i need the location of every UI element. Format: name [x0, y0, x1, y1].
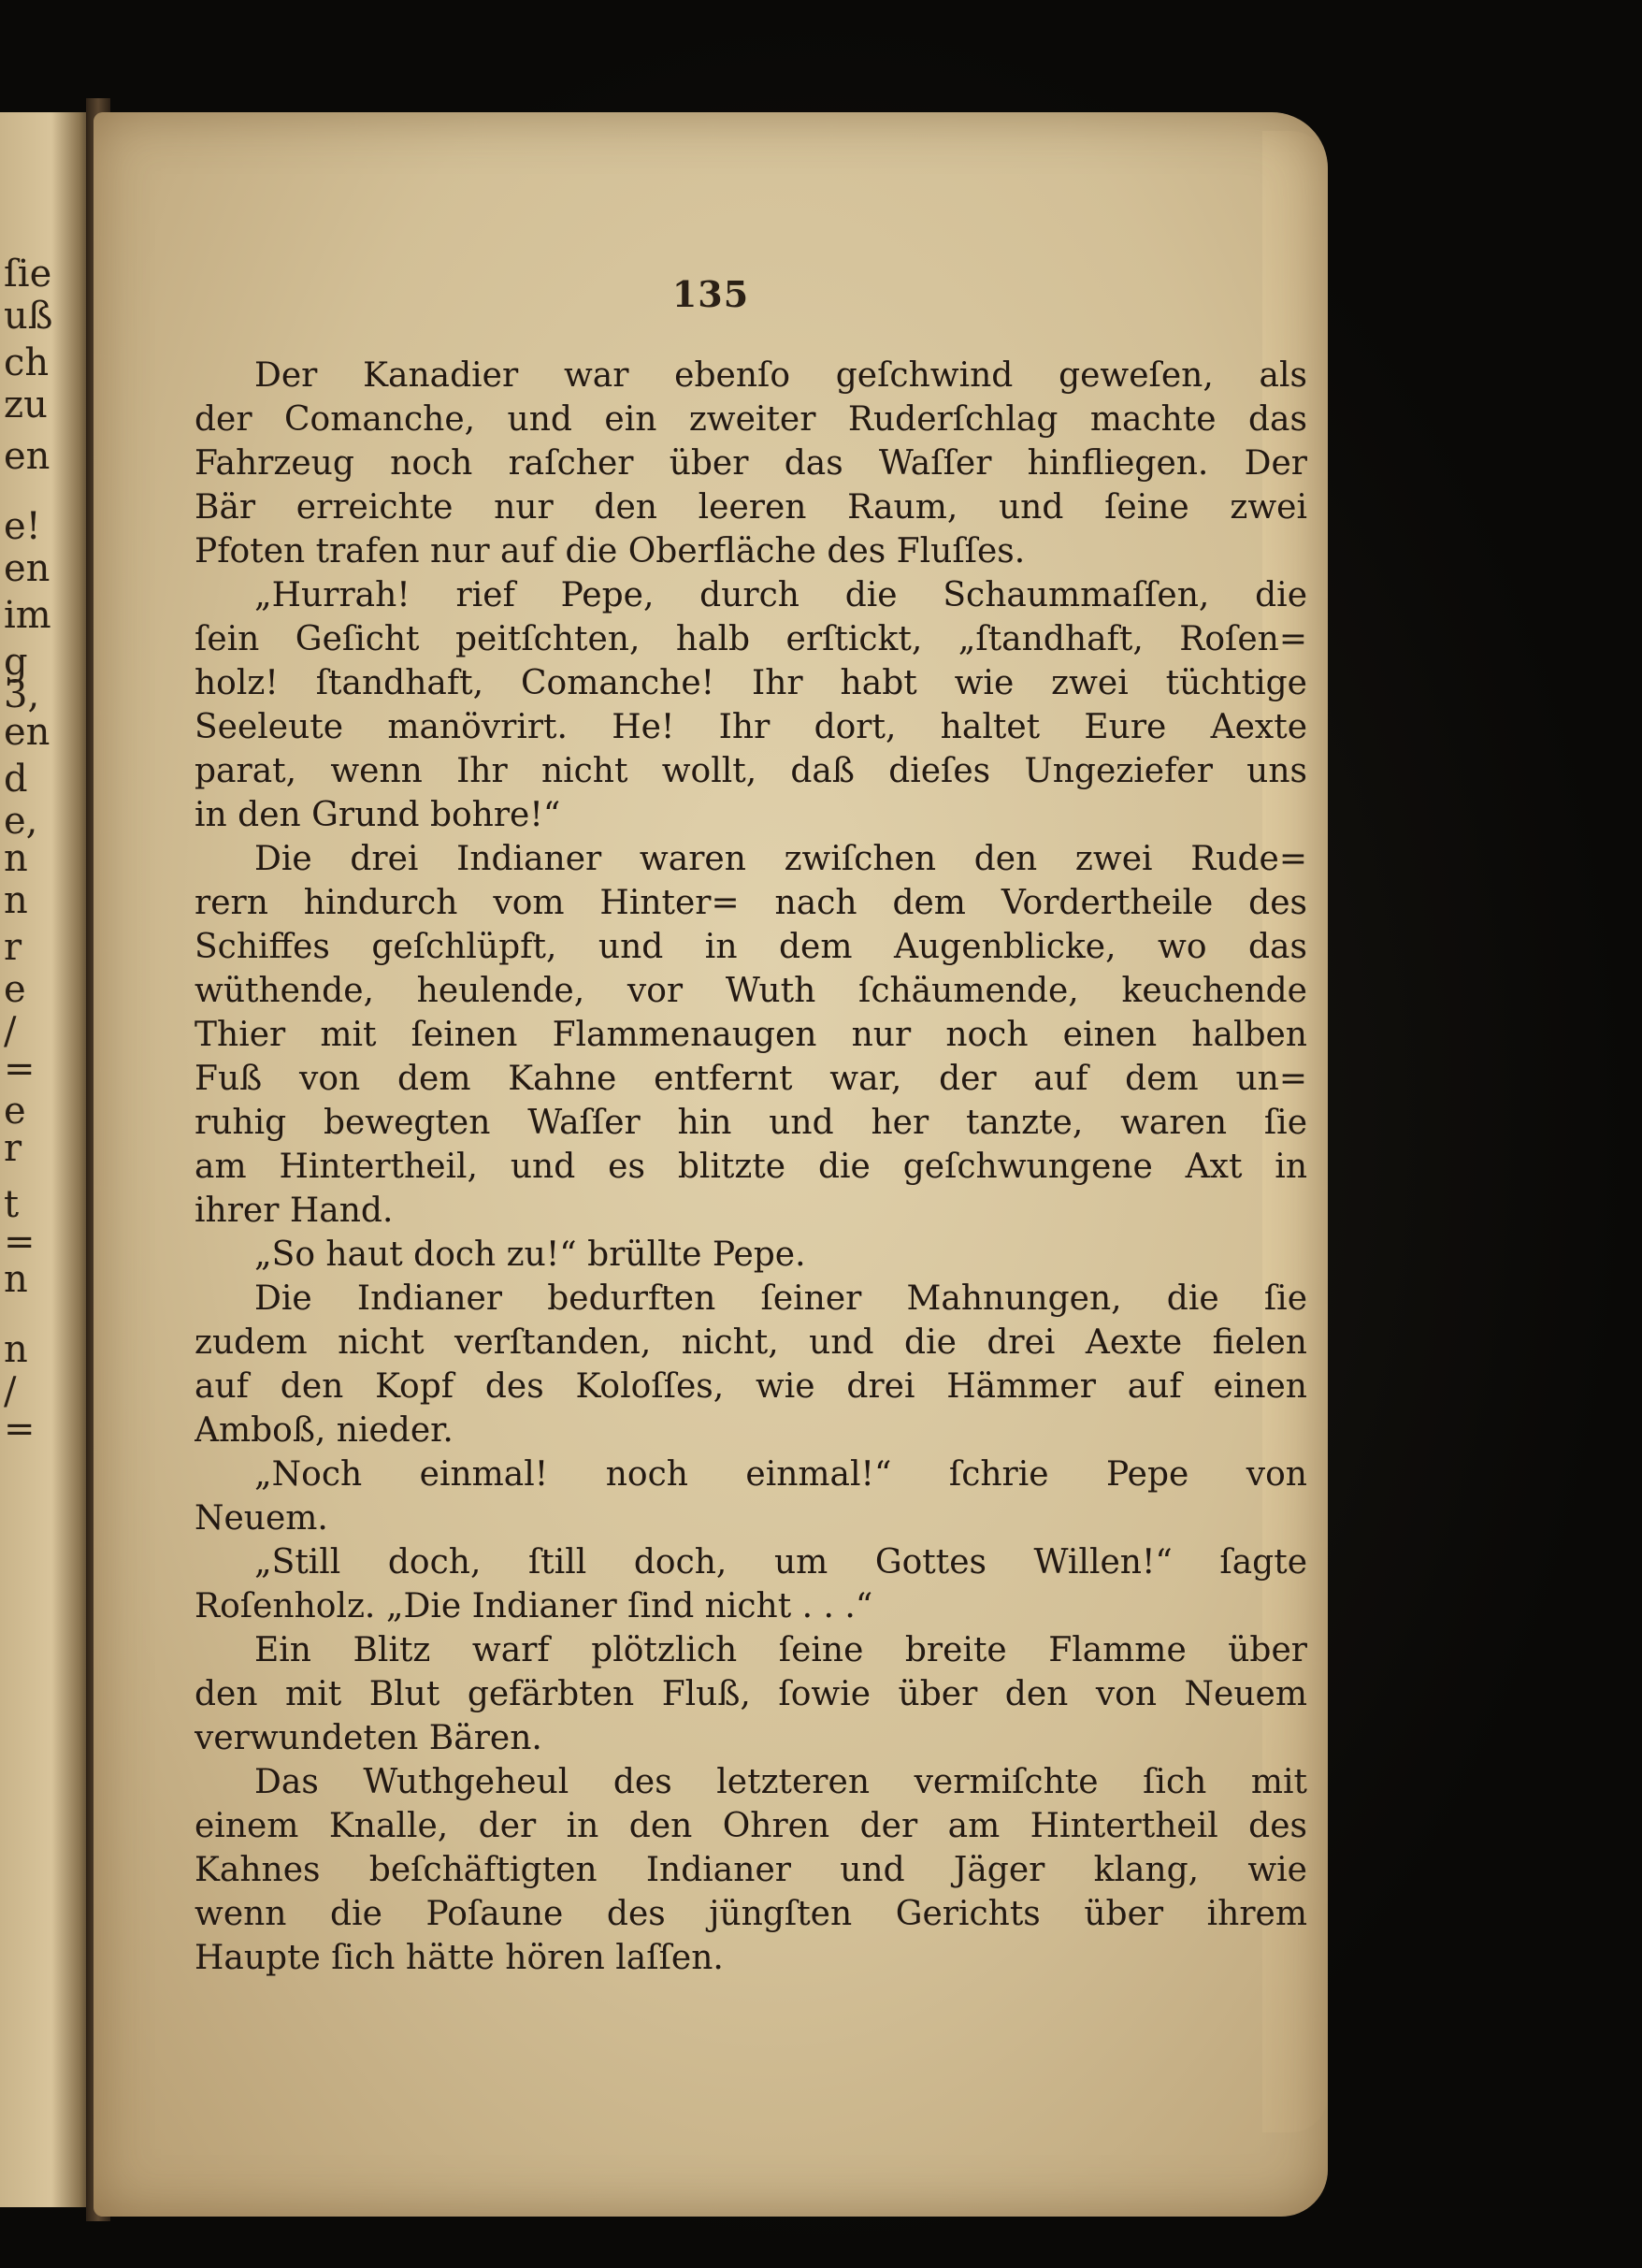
left-page-fragment: ch: [4, 341, 50, 384]
left-page-fragment: n: [4, 1328, 28, 1371]
text-line: Ein Blitz warf plötzlich ſeine breite Flamme über: [254, 1631, 1307, 1669]
text-line: am Hintertheil, und es blitzte die geſchwungene Axt in: [194, 1148, 1307, 1186]
text-line: der Comanche, und ein zweiter Ruderſchlag machte das: [194, 400, 1307, 439]
text-line: holz! ſtandhaft, Comanche! Ihr habt wie zwei tüchtige: [194, 664, 1307, 702]
left-page-fragment: /: [4, 1010, 17, 1053]
left-page-fragment: ſie: [4, 253, 52, 296]
text-line: ſein Geſicht peitſchten, halb erſtickt, „ſtandhaft, Roſen=: [194, 620, 1307, 658]
text-line: „Still doch, ſtill doch, um Gottes Willen!“ ſagte: [254, 1543, 1307, 1582]
text-line: Seeleute manövrirt. He! Ihr dort, haltet Eure Aexte: [194, 708, 1307, 746]
left-page-fragment: e,: [4, 800, 38, 843]
left-page-fragment: en: [4, 711, 50, 754]
left-page-fragment: =: [4, 1047, 36, 1091]
text-line: auf den Kopf des Koloſſes, wie drei Hämmer auf einen: [194, 1367, 1307, 1406]
text-line: ruhig bewegten Waſſer hin und her tanzte, waren ſie: [194, 1104, 1307, 1142]
left-page-fragment: t: [4, 1183, 20, 1226]
book-page: [94, 112, 1328, 2217]
text-line: verwundeten Bären.: [194, 1719, 542, 1757]
left-page-fragment: 3,: [4, 673, 40, 716]
text-line: „Noch einmal! noch einmal!“ ſchrie Pepe von: [254, 1455, 1307, 1494]
body-text: [194, 354, 1307, 1980]
text-line: Bär erreichte nur den leeren Raum, und ſeine zwei: [194, 488, 1307, 527]
left-page-fragment: e!: [4, 505, 41, 548]
text-line: „Hurrah! rief Pepe, durch die Schaummaſſen, die: [254, 576, 1307, 614]
left-page-edge: [0, 112, 94, 2207]
left-page-fragment: r: [4, 926, 22, 969]
text-line: Die drei Indianer waren zwiſchen den zwei Rude=: [254, 840, 1307, 878]
text-line: „So haut doch zu!“ brüllte Pepe.: [254, 1235, 806, 1274]
left-page-fragment: e: [4, 1090, 26, 1133]
left-page-fragment: e: [4, 968, 26, 1011]
text-line: Thier mit ſeinen Flammenaugen nur noch einen halben: [194, 1016, 1307, 1054]
text-line: Schiffes geſchlüpft, und in dem Augenblicke, wo das: [194, 928, 1307, 966]
text-line: Amboß, nieder.: [194, 1411, 454, 1450]
text-line: Haupte ſich hätte hören laſſen.: [194, 1939, 724, 1977]
page-number: 135: [671, 273, 750, 315]
left-page-fragment: =: [4, 1408, 36, 1451]
left-page-fragment: =: [4, 1221, 36, 1264]
text-line: Die Indianer bedurften ſeiner Mahnungen, die ſie: [254, 1279, 1307, 1318]
left-page-fragment: en: [4, 547, 50, 590]
text-line: in den Grund bohre!“: [194, 796, 561, 834]
text-line: parat, wenn Ihr nicht wollt, daß dieſes Ungeziefer uns: [194, 752, 1307, 790]
left-page-fragment: /: [4, 1370, 17, 1413]
text-line: rern hindurch vom Hinter= nach dem Vordertheile des: [194, 884, 1307, 922]
text-line: Das Wuthgeheul des letzteren vermiſchte ſich mit: [254, 1763, 1307, 1801]
text-line: Pfoten trafen nur auf die Oberfläche des Fluſſes.: [194, 532, 1026, 571]
text-line: ihrer Hand.: [194, 1192, 394, 1230]
left-page-fragment: n: [4, 1258, 28, 1301]
text-line: wenn die Poſaune des jüngſten Gerichts über ihrem: [194, 1895, 1307, 1933]
text-line: wüthende, heulende, vor Wuth ſchäumende, keuchende: [194, 972, 1307, 1010]
text-line: Der Kanadier war ebenſo geſchwind geweſen, als: [254, 356, 1307, 395]
text-line: Roſenholz. „Die Indianer ſind nicht . . .“: [194, 1587, 873, 1625]
left-page-fragment: zu: [4, 383, 48, 426]
left-page-fragment: n: [4, 879, 28, 922]
text-line: einem Knalle, der in den Ohren der am Hintertheil des: [194, 1807, 1307, 1845]
left-page-fragment: n: [4, 837, 28, 880]
text-line: den mit Blut gefärbten Fluß, ſowie über den von Neuem: [194, 1675, 1307, 1713]
left-page-fragment: en: [4, 435, 50, 478]
left-page-fragment: r: [4, 1127, 22, 1170]
text-line: Fahrzeug noch raſcher über das Waſſer hinfliegen. Der: [194, 444, 1307, 483]
left-page-fragment: uß: [4, 295, 53, 338]
text-line: Neuem.: [194, 1499, 328, 1538]
left-page-fragment: im: [4, 594, 51, 637]
text-line: Kahnes beſchäftigten Indianer und Jäger klang, wie: [194, 1851, 1307, 1889]
left-page-fragment: g: [4, 641, 28, 684]
left-page-fragment: d: [4, 758, 28, 801]
text-line: Fuß von dem Kahne entfernt war, der auf dem un=: [194, 1060, 1307, 1098]
text-line: zudem nicht verſtanden, nicht, und die drei Aexte fielen: [194, 1323, 1307, 1362]
